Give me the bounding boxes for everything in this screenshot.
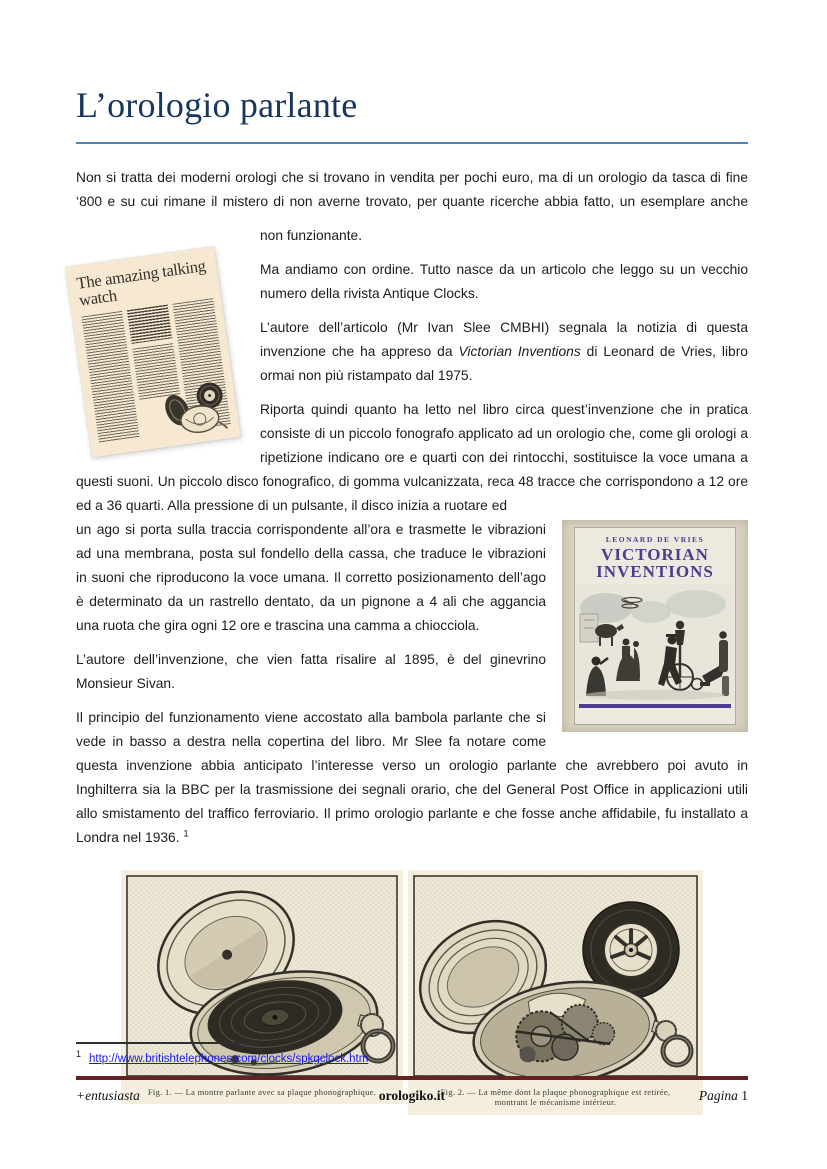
magazine-photo	[70, 250, 240, 454]
paragraph-text: Il principio del funzionamento viene accostato alla bambola parlante che si vede in basso a destra nella copertina del libro. Mr Slee fa notare come questa invenzione abbia anticipato l’interesse verso un orologio parlante che avrebbero poi avuto in Inghilterra sia la BBC per la trasmissione dei segnali orario, che del General Post Office in applicazioni utili allo smistamento del traffico ferroviario. Il primo orologio parlante e che fosse anche affidabile, fu installato a Londra nel 1936.	[76, 709, 748, 845]
footer-site-name: orologiko.it	[378, 1088, 446, 1103]
paragraph-intro: Non si tratta dei moderni orologi che si trovano in vendita per pochi euro, ma di un orologio da tasca di fine ‘800 e su cui rimane il mistero di non averne trovato, per quante ricerche abbia fatto, un esemplare anche	[76, 169, 748, 209]
magazine-watch-illustration-icon	[158, 375, 235, 440]
footnote-separator	[76, 1042, 256, 1044]
footnote-link[interactable]: http://www.britishtelephones.com/clocks/spkgclock.htm	[89, 1052, 369, 1065]
page-label: Pagina	[698, 1088, 738, 1103]
footer-row	[76, 1088, 748, 1104]
footnote-reference: 1	[183, 827, 189, 839]
book-title-line2: INVENTIONS	[596, 562, 714, 582]
paragraph-riporta-b: un ago si porta sulla traccia corrispondente all’ora e trasmette le vibrazioni ad una membrana, posta sul fondello della cassa, che traduce le vibrazioni in suoni che riproducono la voce umana. Il corretto posizionamento dell’ago è determinato da un rastrello dentato, da un pignone a 4 ali che aggancia una ruota che gira ogni 12 ore e trascina una camma a chiocciola.	[76, 521, 546, 633]
figure-1	[121, 870, 403, 1105]
book-cover-illustration	[576, 584, 734, 702]
footer-rule	[76, 1076, 748, 1080]
figure-1-caption: Fig. 1. — La montre parlante avec sa plaque phonographique.	[147, 1086, 377, 1097]
book-title-line1: VICTORIAN	[601, 544, 709, 564]
book-title-text	[596, 546, 714, 582]
paragraph-intro-cont: non funzionante.	[260, 227, 363, 243]
book-cover-stripe	[579, 704, 731, 708]
page-content	[76, 0, 748, 1169]
magazine-scan-image	[68, 224, 246, 456]
figure-2-caption-line2: montrant le mécanisme intérieur.	[494, 1097, 617, 1108]
book-author-text: LEONARD DE VRIES	[605, 534, 705, 544]
magazine-intro-blurb	[127, 304, 172, 343]
paragraph-ma-andiamo: Ma andiamo con ordine. Tutto nasce da un articolo che leggo su un vecchio numero della rivista Antique Clocks.	[260, 261, 748, 301]
paragraph-sivan: L’autore dell’invenzione, che vien fatta risalire al 1895, è del ginevrino Monsieur Sivan.	[76, 651, 546, 691]
magazine-page	[65, 246, 240, 457]
footnote-area	[76, 1042, 748, 1065]
footnote-marker: 1	[76, 1049, 82, 1059]
book-cover	[575, 528, 735, 724]
footer-left-text: +entusiasta	[76, 1088, 140, 1103]
paragraph-text: L’autore dell’articolo (Mr Ivan Slee CMBHI) segnala la notizia di questa invenzione che ha appreso da	[260, 319, 748, 359]
footer-page-number	[524, 1088, 748, 1104]
page-number: 1	[741, 1088, 748, 1103]
figure-2-caption-line1: Fig. 2. — La même dont la plaque phonographique est retirée,	[440, 1086, 671, 1097]
magazine-headline: The amazing talking watch	[75, 255, 207, 310]
article-body	[76, 166, 748, 1115]
page-footer	[76, 1076, 748, 1104]
page-title: L’orologio parlante	[76, 82, 748, 144]
footnote-line	[76, 1049, 748, 1065]
book-cover-image	[562, 520, 748, 732]
paragraph-text: di Leonard de Vries, libro ormai non più ristampato dal 1975.	[260, 343, 748, 383]
book-title-inline: Victorian Inventions	[458, 343, 581, 359]
paragraph-riporta-a: Riporta quindi quanto ha letto nel libro circa quest’invenzione che in pratica consiste di un piccolo fonografo applicato ad un orologio che, come gli orologi a ripetizione indicano ore e quarti con dei rintocchi, sostituisce la voce umana a questi suoni. Un piccolo disco fonografico, di gomma vulcanizzata, reca 48 tracce che corrispondono a 12 ore ed a 36 quarti. Alla pressione di un pulsante, il disco inizia a ruotare ed	[76, 401, 748, 513]
